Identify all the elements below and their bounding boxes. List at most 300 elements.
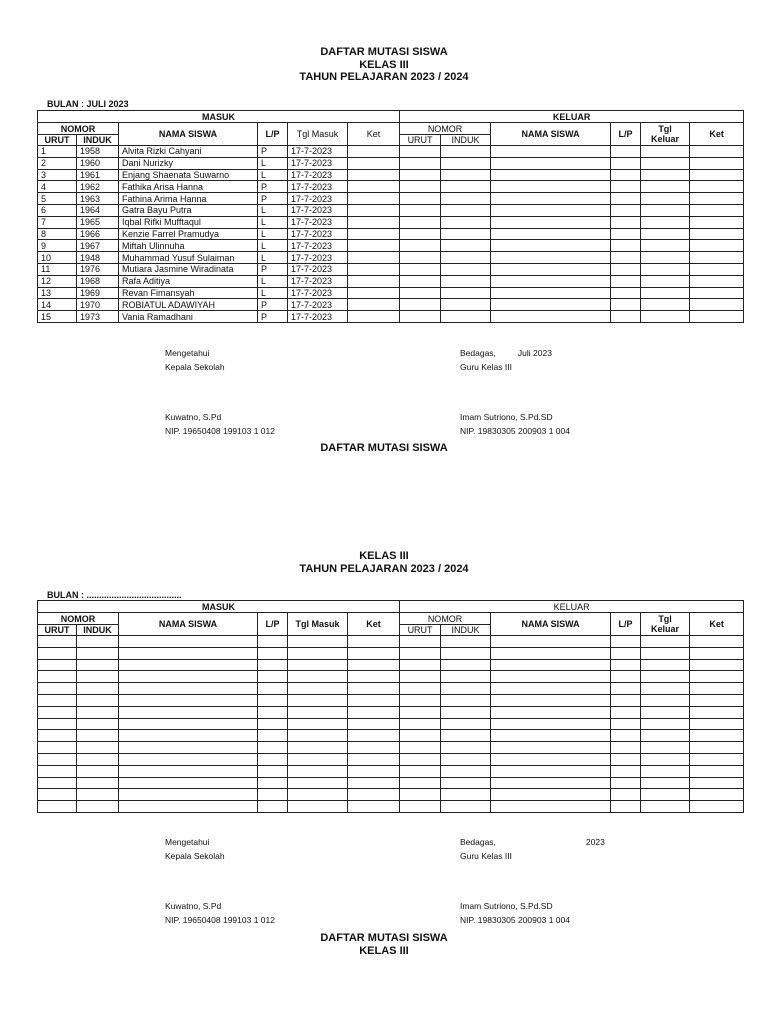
empty-cell (400, 157, 441, 169)
empty-cell (400, 647, 441, 659)
induk-keluar-header: INDUK (441, 625, 491, 636)
empty-cell (38, 789, 77, 801)
empty-cell (348, 311, 400, 323)
empty-cell (38, 647, 77, 659)
lp-cell: P (258, 311, 288, 323)
empty-cell (611, 193, 641, 205)
empty-cell (641, 228, 690, 240)
empty-cell (441, 683, 491, 695)
empty-cell (119, 801, 258, 813)
empty-cell (690, 240, 744, 252)
empty-cell (611, 777, 641, 789)
empty-cell (38, 706, 77, 718)
empty-cell (641, 157, 690, 169)
urut-cell: 3 (38, 169, 77, 181)
empty-cell (348, 765, 400, 777)
urut-header: URUT (38, 625, 77, 636)
empty-cell (400, 240, 441, 252)
induk-cell: 1973 (77, 311, 119, 323)
empty-cell (348, 683, 400, 695)
empty-cell (288, 777, 348, 789)
empty-cell (441, 287, 491, 299)
empty-cell (641, 718, 690, 730)
nama-cell: Rafa Aditiya (119, 275, 258, 287)
empty-cell (400, 730, 441, 742)
empty-cell (441, 181, 491, 193)
empty-cell (690, 659, 744, 671)
empty-cell (641, 240, 690, 252)
empty-cell (38, 742, 77, 754)
empty-cell (441, 718, 491, 730)
lp-keluar-header: L/P (611, 613, 641, 636)
urut-cell: 9 (38, 240, 77, 252)
empty-cell (690, 263, 744, 275)
urut-keluar-header: URUT (400, 625, 441, 636)
tgl-masuk-cell: 17-7-2023 (288, 146, 348, 158)
empty-cell (400, 204, 441, 216)
empty-cell (641, 311, 690, 323)
empty-cell (400, 765, 441, 777)
induk-cell: 1961 (77, 169, 119, 181)
table-row (38, 694, 744, 706)
empty-cell (611, 659, 641, 671)
empty-cell (288, 671, 348, 683)
guru-kelas-label: Guru Kelas III (460, 851, 512, 861)
table-row (38, 683, 744, 695)
kepala-sekolah-name: Kuwatno, S.Pd (165, 412, 222, 422)
nama-keluar-header: NAMA SISWA (491, 613, 611, 636)
lp-cell: L (258, 157, 288, 169)
empty-cell (690, 181, 744, 193)
empty-cell (641, 742, 690, 754)
empty-cell (611, 730, 641, 742)
empty-cell (611, 204, 641, 216)
urut-cell: 12 (38, 275, 77, 287)
mengetahui-label: Mengetahui (165, 348, 210, 358)
empty-cell (288, 706, 348, 718)
guru-nip: NIP. 19830305 200903 1 004 (460, 915, 570, 925)
empty-cell (38, 671, 77, 683)
page2-title: DAFTAR MUTASI SISWA (320, 442, 448, 454)
empty-cell (491, 718, 611, 730)
empty-cell (441, 275, 491, 287)
empty-cell (690, 169, 744, 181)
empty-cell (348, 694, 400, 706)
empty-cell (611, 169, 641, 181)
empty-cell (400, 671, 441, 683)
urut-cell: 4 (38, 181, 77, 193)
empty-cell (258, 647, 288, 659)
nama-cell: Dani Nurizky (119, 157, 258, 169)
empty-cell (400, 789, 441, 801)
table-row (38, 706, 744, 718)
empty-cell (491, 275, 611, 287)
urut-cell: 1 (38, 146, 77, 158)
table-row (38, 275, 744, 287)
empty-cell (348, 647, 400, 659)
nomor-keluar-header: NOMOR (400, 613, 491, 625)
empty-cell (690, 742, 744, 754)
empty-cell (348, 204, 400, 216)
empty-cell (119, 694, 258, 706)
nama-keluar-header: NAMA SISWA (491, 123, 611, 146)
empty-cell (258, 789, 288, 801)
empty-cell (348, 146, 400, 158)
keluar-header: KELUAR (400, 601, 744, 613)
empty-cell (641, 694, 690, 706)
empty-cell (400, 216, 441, 228)
nama-header: NAMA SISWA (119, 123, 258, 146)
empty-cell (119, 789, 258, 801)
table-row (38, 671, 744, 683)
table-row (38, 765, 744, 777)
empty-cell (288, 694, 348, 706)
table-row (38, 181, 744, 193)
induk-cell: 1963 (77, 193, 119, 205)
empty-cell (348, 730, 400, 742)
empty-cell (611, 671, 641, 683)
induk-cell: 1968 (77, 275, 119, 287)
empty-cell (641, 193, 690, 205)
lp-keluar-header: L/P (611, 123, 641, 146)
empty-cell (38, 765, 77, 777)
empty-cell (119, 659, 258, 671)
empty-cell (690, 157, 744, 169)
tgl-masuk-cell: 17-7-2023 (288, 216, 348, 228)
empty-cell (38, 683, 77, 695)
empty-cell (641, 275, 690, 287)
lp-cell: L (258, 169, 288, 181)
tgl-masuk-cell: 17-7-2023 (288, 287, 348, 299)
empty-cell (348, 671, 400, 683)
empty-cell (641, 647, 690, 659)
empty-cell (491, 181, 611, 193)
table-row (38, 216, 744, 228)
empty-cell (690, 228, 744, 240)
empty-cell (491, 252, 611, 264)
induk-cell: 1948 (77, 252, 119, 264)
empty-cell (690, 789, 744, 801)
empty-cell (611, 706, 641, 718)
nama-cell: Miftah Ulinnuha (119, 240, 258, 252)
empty-cell (288, 718, 348, 730)
empty-cell (288, 647, 348, 659)
empty-cell (288, 789, 348, 801)
empty-cell (611, 753, 641, 765)
empty-cell (441, 753, 491, 765)
empty-cell (441, 157, 491, 169)
empty-cell (38, 777, 77, 789)
induk-cell: 1960 (77, 157, 119, 169)
empty-cell (491, 169, 611, 181)
empty-cell (641, 753, 690, 765)
nomor-header: NOMOR (38, 613, 119, 625)
table-row (38, 647, 744, 659)
empty-cell (77, 647, 119, 659)
empty-cell (690, 694, 744, 706)
empty-cell (38, 718, 77, 730)
nama-cell: Vania Ramadhani (119, 311, 258, 323)
empty-cell (441, 777, 491, 789)
empty-cell (77, 742, 119, 754)
empty-cell (77, 765, 119, 777)
empty-cell (348, 157, 400, 169)
empty-cell (491, 694, 611, 706)
urut-cell: 13 (38, 287, 77, 299)
empty-cell (258, 765, 288, 777)
urut-cell: 5 (38, 193, 77, 205)
table-row (38, 659, 744, 671)
empty-cell (258, 801, 288, 813)
induk-header: INDUK (77, 625, 119, 636)
empty-cell (441, 240, 491, 252)
table-row (38, 777, 744, 789)
empty-cell (288, 683, 348, 695)
empty-cell (491, 742, 611, 754)
empty-cell (348, 228, 400, 240)
page3-heading (0, 932, 768, 957)
empty-cell (641, 263, 690, 275)
guru-name: Imam Sutriono, S.Pd.SD (460, 412, 553, 422)
empty-cell (611, 742, 641, 754)
empty-cell (77, 671, 119, 683)
empty-cell (38, 801, 77, 813)
empty-cell (611, 765, 641, 777)
page3-kelas: KELAS III (359, 944, 409, 957)
nama-cell: Fathina Arima Hanna (119, 193, 258, 205)
page1-kelas: KELAS III (359, 58, 409, 71)
ket-keluar-header: Ket (690, 123, 744, 146)
induk-cell: 1965 (77, 216, 119, 228)
nama-cell: Kenzie Farrel Pramudya (119, 228, 258, 240)
empty-cell (348, 181, 400, 193)
tgl-masuk-cell: 17-7-2023 (288, 181, 348, 193)
empty-cell (258, 777, 288, 789)
empty-cell (441, 216, 491, 228)
empty-cell (348, 169, 400, 181)
empty-cell (441, 263, 491, 275)
page1-sig-right (460, 346, 570, 438)
empty-cell (348, 240, 400, 252)
nama-cell: Gatra Bayu Putra (119, 204, 258, 216)
empty-cell (611, 694, 641, 706)
empty-cell (288, 730, 348, 742)
empty-cell (611, 789, 641, 801)
tgl-masuk-cell: 17-7-2023 (288, 228, 348, 240)
empty-cell (348, 718, 400, 730)
empty-cell (348, 789, 400, 801)
empty-cell (400, 193, 441, 205)
empty-cell (400, 275, 441, 287)
empty-cell (400, 694, 441, 706)
empty-cell (690, 636, 744, 648)
empty-cell (288, 659, 348, 671)
kepala-sekolah-nip: NIP. 19650408 199103 1 012 (165, 915, 275, 925)
empty-cell (491, 777, 611, 789)
induk-cell: 1962 (77, 181, 119, 193)
page1-tahun: TAHUN PELAJARAN 2023 / 2024 (299, 71, 469, 83)
page1-title: DAFTAR MUTASI SISWA (320, 46, 448, 58)
empty-cell (400, 146, 441, 158)
empty-cell (348, 252, 400, 264)
table-row (38, 228, 744, 240)
urut-cell: 2 (38, 157, 77, 169)
place-label: Bedagas, (460, 348, 496, 358)
empty-cell (348, 275, 400, 287)
empty-cell (119, 765, 258, 777)
empty-cell (611, 181, 641, 193)
empty-cell (641, 671, 690, 683)
kepala-sekolah-name: Kuwatno, S.Pd (165, 901, 222, 911)
empty-cell (441, 228, 491, 240)
nama-cell: Mutiara Jasmine Wiradinata (119, 263, 258, 275)
nomor-keluar-header: NOMOR (400, 123, 491, 135)
table-row (38, 801, 744, 813)
empty-cell (119, 718, 258, 730)
empty-cell (491, 299, 611, 311)
empty-cell (400, 683, 441, 695)
nama-cell: Revan Fimansyah (119, 287, 258, 299)
place-label: Bedagas, (460, 837, 496, 847)
empty-cell (258, 659, 288, 671)
empty-cell (690, 718, 744, 730)
empty-cell (611, 647, 641, 659)
empty-cell (38, 694, 77, 706)
empty-cell (348, 193, 400, 205)
lp-cell: L (258, 240, 288, 252)
empty-cell (119, 647, 258, 659)
empty-cell (441, 193, 491, 205)
empty-cell (641, 287, 690, 299)
tgl-masuk-cell: 17-7-2023 (288, 193, 348, 205)
empty-cell (491, 193, 611, 205)
lp-cell: P (258, 146, 288, 158)
empty-cell (119, 671, 258, 683)
table-row (38, 718, 744, 730)
urut-cell: 10 (38, 252, 77, 264)
empty-cell (77, 636, 119, 648)
empty-cell (611, 216, 641, 228)
table-row (38, 146, 744, 158)
lp-cell: L (258, 287, 288, 299)
empty-cell (77, 706, 119, 718)
empty-cell (690, 765, 744, 777)
page1-sig-left (165, 346, 275, 438)
empty-cell (348, 753, 400, 765)
empty-cell (641, 252, 690, 264)
empty-cell (348, 742, 400, 754)
empty-cell (690, 801, 744, 813)
lp-cell: P (258, 181, 288, 193)
empty-cell (611, 299, 641, 311)
empty-cell (77, 683, 119, 695)
empty-cell (441, 765, 491, 777)
empty-cell (641, 299, 690, 311)
table-row (38, 636, 744, 648)
empty-cell (690, 777, 744, 789)
induk-cell: 1958 (77, 146, 119, 158)
empty-cell (611, 275, 641, 287)
empty-cell (441, 146, 491, 158)
empty-cell (288, 765, 348, 777)
empty-cell (690, 146, 744, 158)
empty-cell (491, 146, 611, 158)
nama-cell: Enjang Shaenata Suwarno (119, 169, 258, 181)
empty-cell (77, 789, 119, 801)
urut-cell: 15 (38, 311, 77, 323)
empty-cell (641, 636, 690, 648)
empty-cell (491, 801, 611, 813)
ket-header: Ket (348, 613, 400, 636)
empty-cell (611, 263, 641, 275)
empty-cell (611, 683, 641, 695)
empty-cell (641, 730, 690, 742)
empty-cell (348, 263, 400, 275)
lp-cell: L (258, 228, 288, 240)
empty-cell (288, 753, 348, 765)
urut-cell: 14 (38, 299, 77, 311)
urut-header: URUT (38, 135, 77, 146)
empty-cell (288, 636, 348, 648)
empty-cell (641, 683, 690, 695)
empty-cell (641, 659, 690, 671)
empty-cell (400, 299, 441, 311)
empty-cell (38, 659, 77, 671)
empty-cell (119, 636, 258, 648)
empty-cell (611, 146, 641, 158)
tgl-masuk-cell: 17-7-2023 (288, 157, 348, 169)
page1-bulan: BULAN : JULI 2023 (47, 99, 129, 109)
empty-cell (690, 753, 744, 765)
empty-cell (641, 706, 690, 718)
kepala-sekolah-label: Kepala Sekolah (165, 851, 225, 861)
empty-cell (400, 169, 441, 181)
empty-cell (258, 706, 288, 718)
empty-cell (38, 753, 77, 765)
nama-cell: Muhammad Yusuf Sulaiman (119, 252, 258, 264)
empty-cell (441, 311, 491, 323)
table-row (38, 299, 744, 311)
page3-title: DAFTAR MUTASI SISWA (320, 932, 448, 944)
empty-cell (611, 636, 641, 648)
empty-cell (690, 193, 744, 205)
empty-cell (641, 181, 690, 193)
empty-cell (348, 777, 400, 789)
keluar-header: KELUAR (400, 111, 744, 123)
empty-cell (491, 671, 611, 683)
ket-keluar-header: Ket (690, 613, 744, 636)
empty-cell (441, 204, 491, 216)
tgl-masuk-cell: 17-7-2023 (288, 169, 348, 181)
empty-cell (258, 730, 288, 742)
induk-header: INDUK (77, 135, 119, 146)
empty-cell (77, 777, 119, 789)
empty-cell (258, 718, 288, 730)
tgl-masuk-cell: 17-7-2023 (288, 263, 348, 275)
table-row (38, 263, 744, 275)
date-label: Juli 2023 (517, 348, 552, 358)
empty-cell (441, 169, 491, 181)
empty-cell (348, 659, 400, 671)
empty-cell (491, 765, 611, 777)
empty-cell (400, 659, 441, 671)
tgl-masuk-header: Tgl Masuk (288, 613, 348, 636)
empty-cell (441, 647, 491, 659)
kepala-sekolah-label: Kepala Sekolah (165, 362, 225, 372)
page2-heading (0, 550, 768, 575)
page2-mutasi-table (37, 600, 744, 813)
empty-cell (441, 694, 491, 706)
